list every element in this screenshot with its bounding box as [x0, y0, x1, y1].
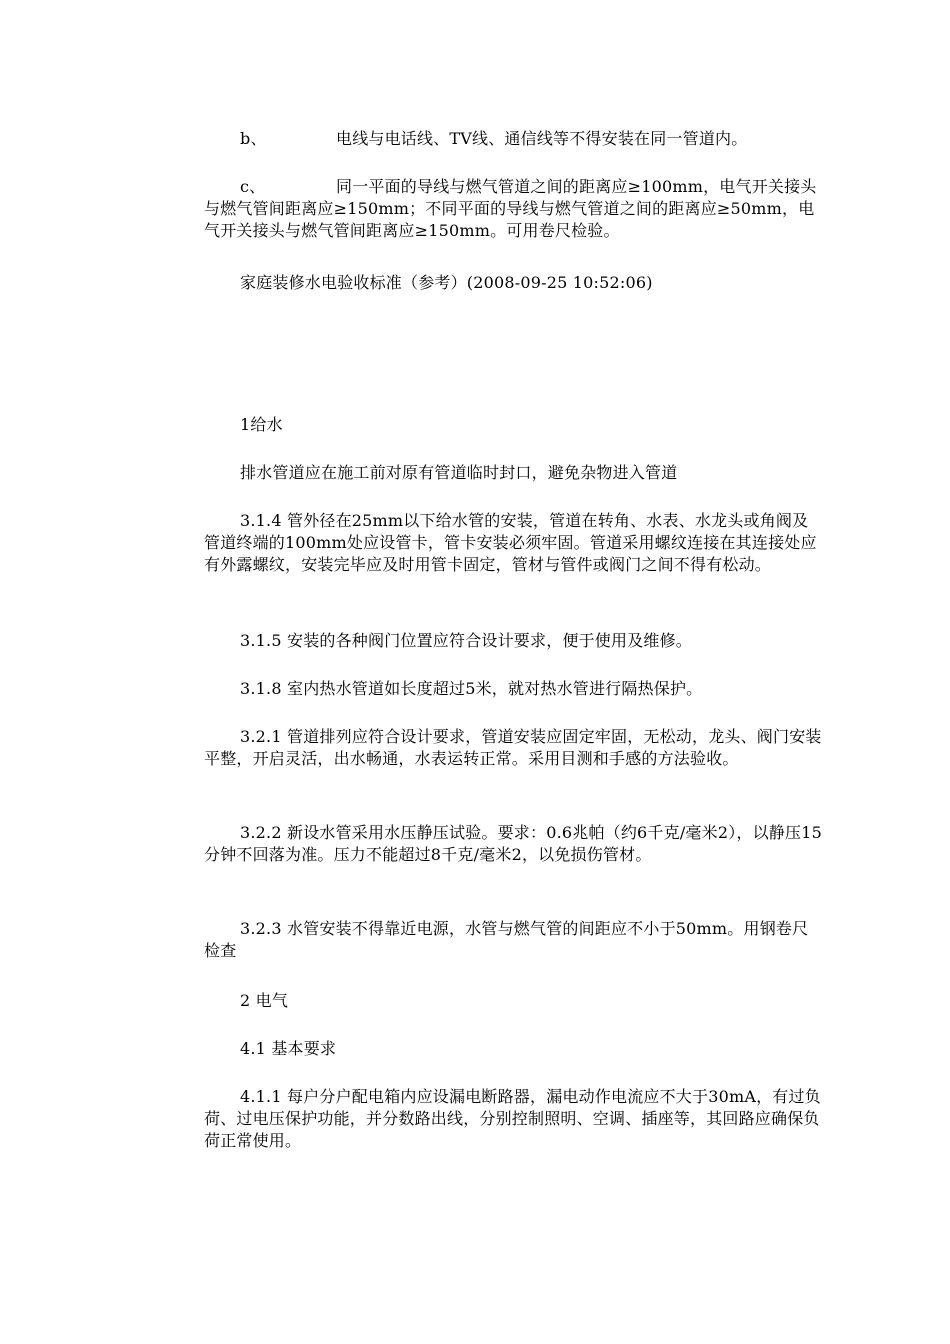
- paragraph-b: [204, 128, 824, 150]
- document-title-line: 家庭装修水电验收标准（参考）(2008-09-25 10:52:06): [240, 273, 653, 292]
- item-label-b: b、: [240, 129, 267, 148]
- paragraph-3-1-4: 3.1.4 管外径在25mm以下给水管的安装，管道在转角、水表、水龙头或角阀及管道终端的100mm处应设管卡，管卡安装必须牢固。管道采用螺纹连接在其连接处应有外露螺纹，安装完毕应及时用管卡固定，管材与管件或阀门之间不得有松动。: [204, 511, 817, 574]
- subsection-heading-4-1: 4.1 基本要求: [240, 1039, 337, 1058]
- paragraph-3-2-1: 3.2.1 管道排列应符合设计要求，管道安装应固定牢固，无松动，龙头、阀门安装平整，开启灵活，出水畅通，水表运转正常。采用目测和手感的方法验收。: [204, 727, 822, 768]
- section-heading-water-supply: 1给水: [240, 415, 283, 434]
- paragraph-3-1-5: 3.1.5 安装的各种阀门位置应符合设计要求，便于使用及维修。: [240, 631, 692, 650]
- paragraph-3-2-2: 3.2.2 新设水管采用水压静压试验。要求：0.6兆帕（约6千克/毫米2），以静压15分钟不回落为准。压力不能超过8千克/毫米2，以免损伤管材。: [204, 823, 822, 864]
- paragraph-drain-sealing: 排水管道应在施工前对原有管道临时封口，避免杂物进入管道: [240, 463, 678, 482]
- paragraph-3-1-8: 3.1.8 室内热水管道如长度超过5米，就对热水管进行隔热保护。: [240, 679, 703, 698]
- paragraph-4-1-1: 4.1.1 每户分户配电箱内应设漏电断路器，漏电动作电流应不大于30mA，有过负荷、过电压保护功能，并分数路出线，分别控制照明、空调、插座等，其回路应确保负荷正常使用。: [204, 1087, 821, 1150]
- section-heading-electrical: 2 电气: [240, 991, 289, 1010]
- paragraph-c: [204, 176, 824, 242]
- item-text-c: 同一平面的导线与燃气管道之间的距离应≥100mm，电气开关接头与燃气管间距离应≥150mm；不同平面的导线与燃气管道之间的距离应≥50mm，电气开关接头与燃气管间距离应≥150mm。可用卷尺检验。: [204, 177, 817, 240]
- item-label-c: c、: [240, 177, 266, 196]
- item-text-b: 电线与电话线、TV线、通信线等不得安装在同一管道内。: [336, 129, 748, 148]
- paragraph-3-2-3: 3.2.3 水管安装不得靠近电源，水管与燃气管的间距应不小于50mm。用钢卷尺检查: [204, 919, 809, 960]
